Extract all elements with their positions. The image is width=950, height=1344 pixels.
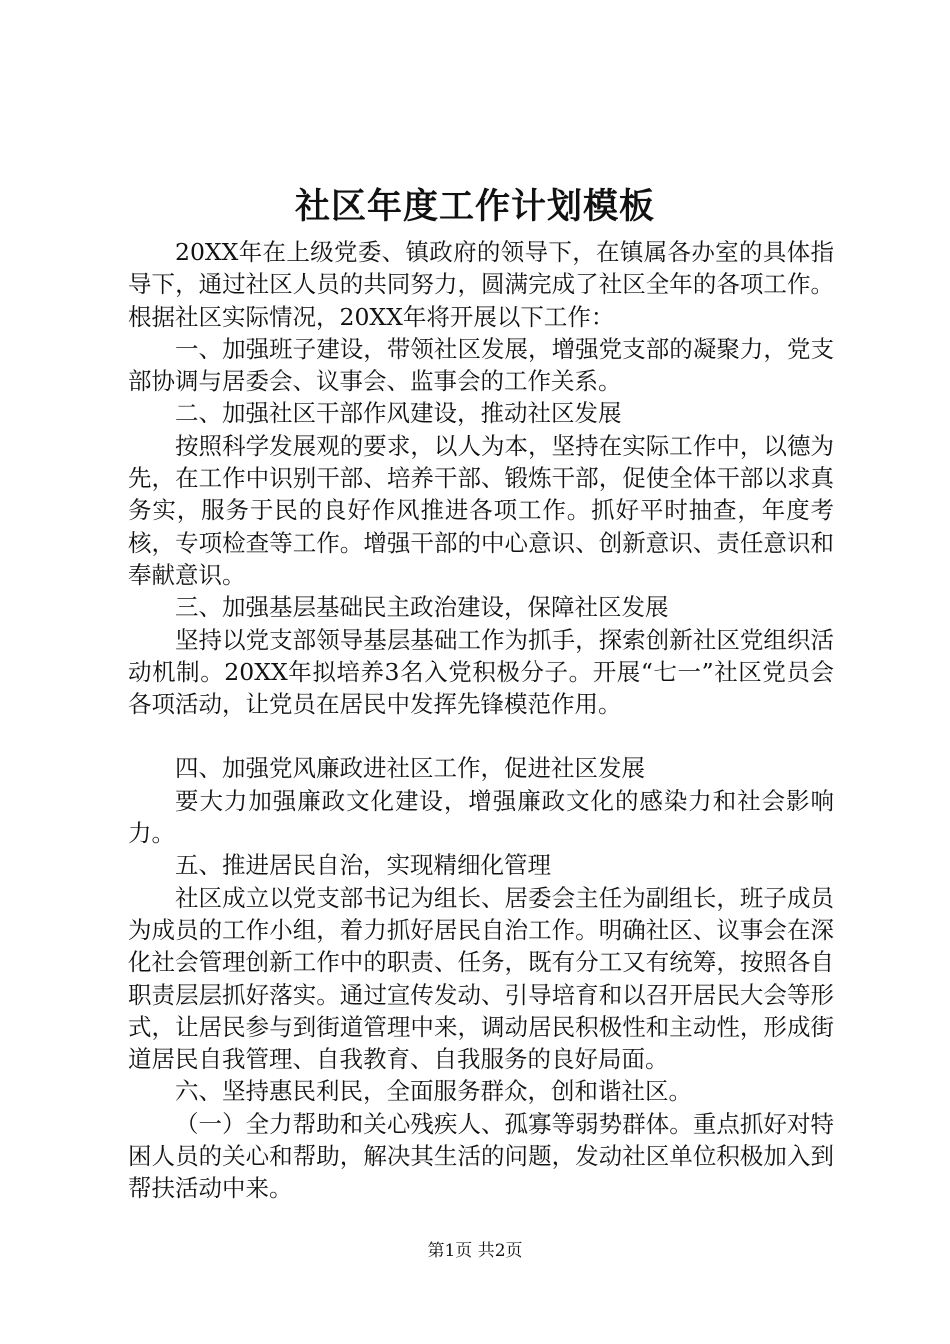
document-title: 社区年度工作计划模板 xyxy=(294,186,655,227)
paragraph-section-6-item-1: （一）全力帮助和关心残疾人、孤寡等弱势群体。重点抓好对特困人员的关心和帮助，解决其生活的问题，发动社区单位积极加入到帮扶活动中来。 xyxy=(128,1109,834,1203)
heading-section-2: 二、加强社区干部作风建设，推动社区发展 xyxy=(175,399,622,428)
paragraph-section-1: 一、加强班子建设，带领社区发展，增强党支部的凝聚力，党支部协调与居委会、议事会、监事会的工作关系。 xyxy=(128,334,834,396)
paragraph-intro: 20XX年在上级党委、镇政府的领导下，在镇属各办室的具体指导下，通过社区人员的共同努力，圆满完成了社区全年的各项工作。根据社区实际情况，20XX年将开展以下工作： xyxy=(128,238,834,331)
heading-section-5: 五、推进居民自治，实现精细化管理 xyxy=(175,851,551,880)
page-number-footer: 第1页 共2页 xyxy=(427,1241,523,1261)
paragraph-section-3-body: 坚持以党支部领导基层基础工作为抓手，探索创新社区党组织活动机制。20XX年拟培养3名入党积极分子。开展“七一”社区党员会各项活动，让党员在居民中发挥先锋模范作用。 xyxy=(128,625,834,719)
heading-section-3: 三、加强基层基础民主政治建设，保障社区发展 xyxy=(175,593,669,622)
paragraph-section-5-body: 社区成立以党支部书记为组长、居委会主任为副组长，班子成员为成员的工作小组，着力抓好居民自治工作。明确社区、议事会在深化社会管理创新工作中的职责、任务，既有分工又有统筹，按照各自职责层层抓好落实。通过宣传发动、引导培育和以召开居民大会等形式，让居民参与到街道管理中来，调动居民积极性和主动性，形成街道居民自我管理、自我教育、自我服务的良好局面。 xyxy=(128,883,834,1074)
paragraph-section-4-body: 要大力加强廉政文化建设，增强廉政文化的感染力和社会影响力。 xyxy=(128,786,834,848)
heading-section-4: 四、加强党风廉政进社区工作，促进社区发展 xyxy=(175,754,645,783)
heading-section-6: 六、坚持惠民利民，全面服务群众，创和谐社区。 xyxy=(175,1077,692,1106)
document-body xyxy=(128,236,834,1205)
paragraph-section-2-body: 按照科学发展观的要求，以人为本，坚持在实际工作中，以德为先，在工作中识别干部、培养干部、锻炼干部，促使全体干部以求真务实，服务于民的良好作风推进各项工作。抓好平时抽查，年度考核，专项检查等工作。增强干部的中心意识、创新意识、责任意识和奉献意识。 xyxy=(128,431,834,589)
